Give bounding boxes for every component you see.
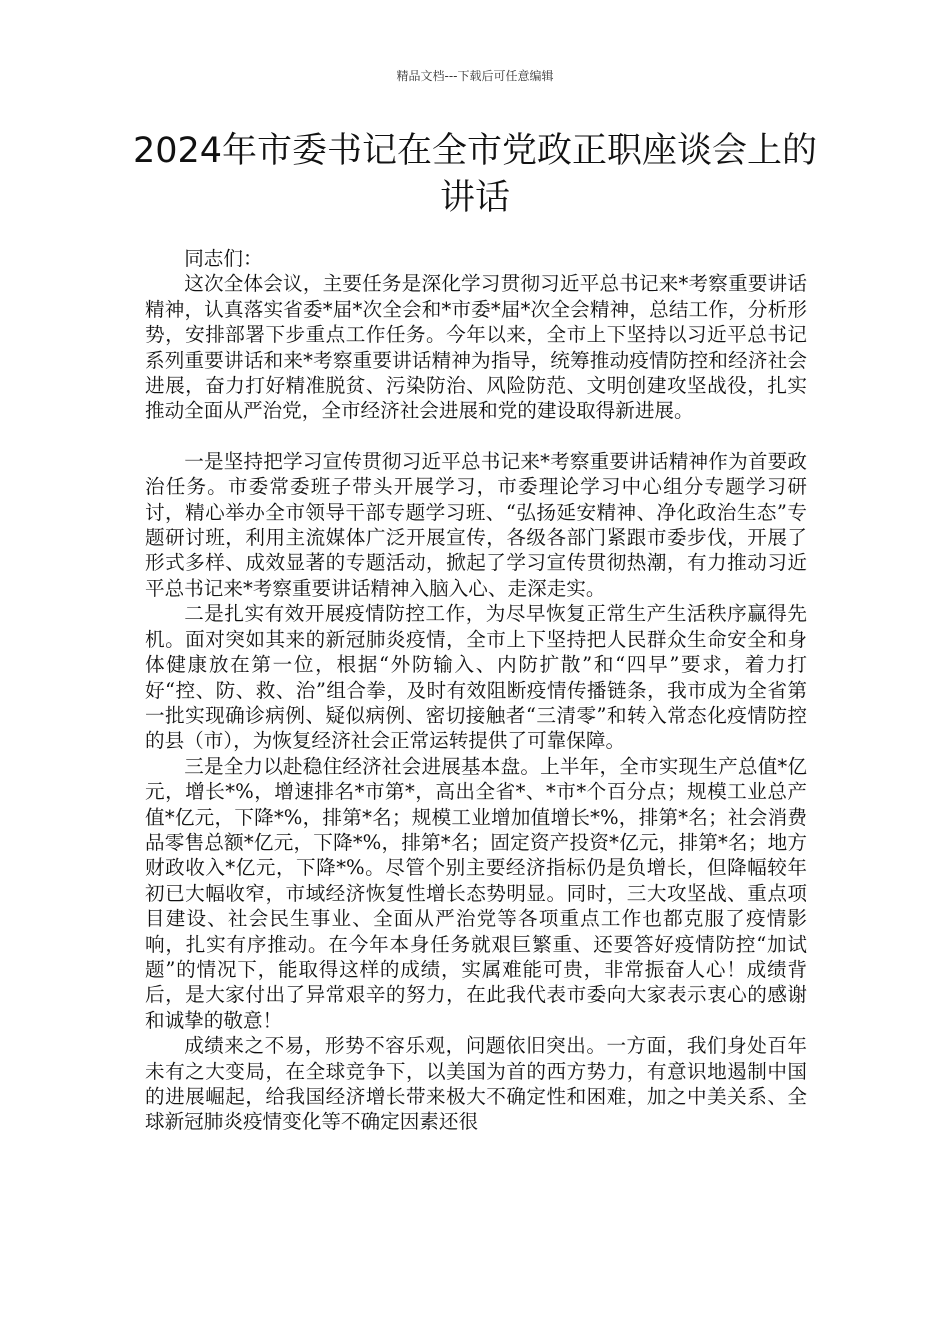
paragraph-point-two: 二是扎实有效开展疫情防控工作，为尽早恢复正常生产生活秩序赢得先机。面对突如其来的新冠肺炎疫情，全市上下坚持把人民群众生命安全和身体健康放在第一位，根据“外防输入、内防扩散”和“四早”要求，着力打好“控、防、救、治”组合拳，及时有效阻断疫情传播链条，我市成为全省第一批实现确诊病例、疑似病例、密切接触者“三清零”和转入常态化疫情防控的县（市），为恢复经济社会正常运转提供了可靠保障。 [145, 602, 807, 753]
paragraph-point-one: 一是坚持把学习宣传贯彻习近平总书记来*考察重要讲话精神作为首要政治任务。市委常委班子带头开展学习，市委理论学习中心组分专题学习研讨，精心举办全市领导干部专题学习班、“弘扬延安精神、净化政治生态”专题研讨班，利用主流媒体广泛开展宣传，各级各部门紧跟市委步伐，开展了形式多样、成效显著的专题活动，掀起了学习宣传贯彻热潮，有力推动习近平总书记来*考察重要讲话精神入脑入心、走深走实。 [145, 449, 807, 600]
salutation: 同志们： [184, 247, 263, 270]
document-body [145, 246, 807, 1135]
document-title: 2024年市委书记在全市党政正职座谈会上的讲话 [132, 131, 818, 218]
paragraph-intro: 这次全体会议，主要任务是深化学习贯彻习近平总书记来*考察重要讲话精神，认真落实省委*届*次全会和*市委*届*次全会精神，总结工作，分析形势，安排部署下步重点工作任务。今年以来，全市上下坚持以习近平总书记系列重要讲话和来*考察重要讲话精神为指导，统筹推动疫情防控和经济社会进展，奋力打好精准脱贫、污染防治、风险防范、文明创建攻坚战役，扎实推动全面从严治党，全市经济社会进展和党的建设取得新进展。 [145, 272, 807, 423]
paragraph-challenges: 成绩来之不易，形势不容乐观，问题依旧突出。一方面，我们身处百年未有之大变局，在全球竞争下，以美国为首的西方势力，有意识地遏制中国的进展崛起，给我国经济增长带来极大不确定性和困难，加之中美关系、全球新冠肺炎疫情变化等不确定因素还很 [145, 1034, 807, 1134]
header-note: 精品文档---下载后可任意编辑 [396, 69, 554, 83]
paragraph-point-three: 三是全力以赴稳住经济社会进展基本盘。上半年，全市实现生产总值*亿元，增长*%，增速排名*市第*，高出全省*、*市*个百分点；规模工业总产值*亿元，下降*%，排第*名；规模工业增加值增长*%，排第*名；社会消费品零售总额*亿元，下降*%，排第*名；固定资产投资*亿元，排第*名；地方财政收入*亿元，下降*%。尽管个别主要经济指标仍是负增长，但降幅较年初已大幅收窄，市域经济恢复性增长态势明显。同时，三大攻坚战、重点项目建设、社会民生事业、全面从严治党等各项重点工作也都克服了疫情影响，扎实有序推动。在今年本身任务就艰巨繁重、还要答好疫情防控“加试题”的情况下，能取得这样的成绩，实属难能可贵，非常振奋人心！成绩背后，是大家付出了异常艰辛的努力，在此我代表市委向大家表示衷心的感谢和诚挚的敬意！ [145, 754, 807, 1032]
